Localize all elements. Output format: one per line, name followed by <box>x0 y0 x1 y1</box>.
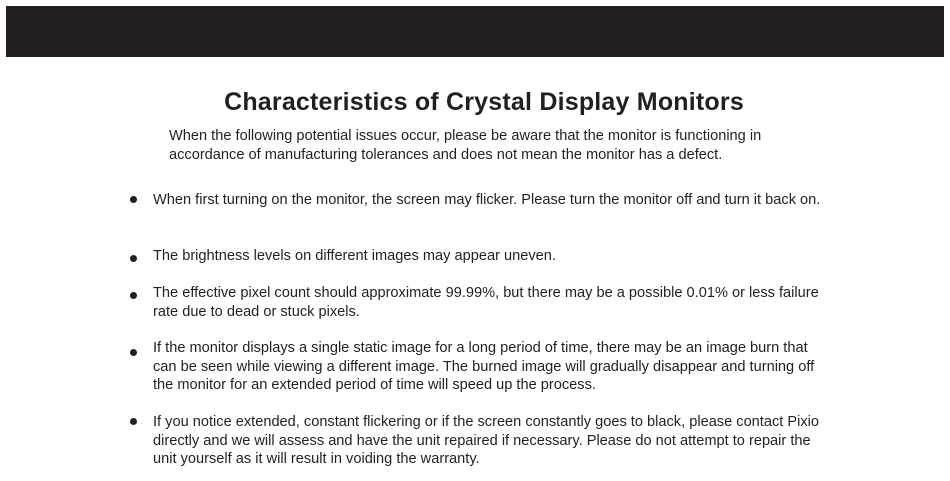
list-item-text: If you notice extended, constant flickering or if the screen constantly goes to black, please contact Pixio directly and we will assess and have the unit repaired if necessary. Please do not attempt to repair the unit yourself as it will result in voiding the warranty. <box>153 414 820 467</box>
list-item-text: When first turning on the monitor, the screen may flicker. Please turn the monitor off and turn it back on. <box>153 192 821 208</box>
intro-paragraph: When the following potential issues occur, please be aware that the monitor is functioning in accordance of manufacturing tolerances and does not mean the monitor has a defect. <box>169 128 762 163</box>
bullet-icon <box>130 349 137 356</box>
bullet-icon <box>130 255 137 262</box>
list-item-text: If the monitor displays a single static image for a long period of time, there may be an image burn that can be seen while viewing a different image. The burned image will gradually disappear and turning off the monitor for an extended period of time will speed up the process. <box>153 340 815 393</box>
list-item-text: The brightness levels on different images may appear uneven. <box>153 248 556 264</box>
header-bar <box>6 6 944 57</box>
page-title: Characteristics of Crystal Display Monitors <box>224 88 744 116</box>
bullet-icon <box>130 196 137 203</box>
bullet-icon <box>130 292 137 299</box>
bullet-icon <box>130 418 137 425</box>
list-item-text: The effective pixel count should approximate 99.99%, but there may be a possible 0.01% or less failure rate due to dead or stuck pixels. <box>153 285 819 320</box>
